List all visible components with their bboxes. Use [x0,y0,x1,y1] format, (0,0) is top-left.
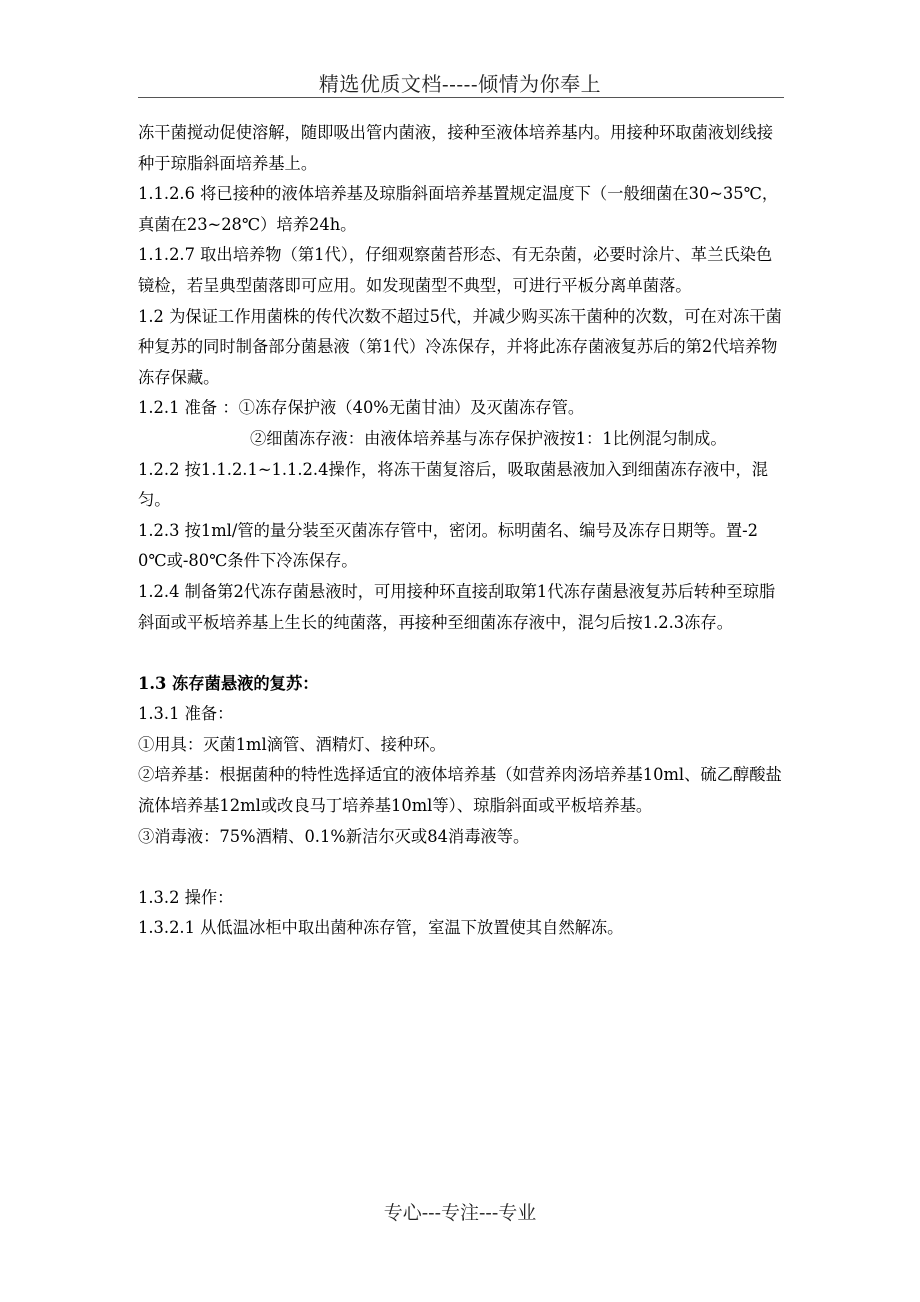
paragraph: 冻干菌搅动促使溶解，随即吸出管内菌液，接种至液体培养基内。用接种环取菌液划线接种于琼脂斜面培养基上。 [138,123,773,173]
paragraph-indented: ②细菌冻存液：由液体培养基与冻存保护液按1：1比例混匀制成。 [250,428,727,448]
paragraph: 1.2.2 按1.1.2.1~1.1.2.4操作，将冻干菌复溶后，吸取菌悬液加入到细菌冻存液中，混匀。 [138,459,769,510]
page-header: 精选优质文档-----倾情为你奉上 [318,72,602,96]
paragraph: 1.2 为保证工作用菌株的传代次数不超过5代，并减少购买冻干菌种的次数，可在对冻干菌种复苏的同时制备部分菌悬液（第1代）冷冻保存，并将此冻存菌液复苏后的第2代培养物冻存保藏。 [138,306,782,387]
paragraph: 1.1.2.7 取出培养物（第1代），仔细观察菌苔形态、有无杂菌，必要时涂片、革兰氏染色镜检，若呈典型菌落即可应用。如发现菌型不典型，可进行平板分离单菌落。 [138,245,773,295]
section-heading: 1.3 冻存菌悬液的复苏： [138,673,319,693]
paragraph: ①用具：灭菌1ml滴管、酒精灯、接种环。 [138,734,446,754]
paragraph: 1.3.1 准备： [138,704,234,724]
paragraph: 1.2.3 按1ml/管的量分装至灭菌冻存管中，密闭。标明菌名、编号及冻存日期等。置-20℃或-80℃条件下冷冻保存。 [138,520,758,571]
paragraph: ③消毒液：75%酒精、0.1%新洁尔灭或84消毒液等。 [138,826,530,846]
paragraph: 1.3.2 操作： [138,887,234,907]
paragraph: ②培养基：根据菌种的特性选择适宜的液体培养基（如营养肉汤培养基10ml、硫乙醇酸盐流体培养基12ml或改良马丁培养基10ml等）、琼脂斜面或平板培养基。 [138,765,782,816]
paragraph: 1.2.4 制备第2代冻存菌悬液时，可用接种环直接刮取第1代冻存菌悬液复苏后转种至琼脂斜面或平板培养基上生长的纯菌落，再接种至细菌冻存液中，混匀后按1.2.3冻存。 [138,581,776,632]
page-footer: 专心---专注---专业 [383,1202,537,1224]
header-divider [138,97,784,98]
paragraph: 1.1.2.6 将已接种的液体培养基及琼脂斜面培养基置规定温度下（一般细菌在30~35℃，真菌在23~28℃）培养24h。 [138,184,779,234]
paragraph: 1.3.2.1 从低温冰柜中取出菌种冻存管，室温下放置使其自然解冻。 [138,918,624,938]
paragraph: 1.2.1 准备 ：①冻存保护液（40%无菌甘油）及灭菌冻存管。 [138,398,585,418]
document-body [138,118,786,944]
